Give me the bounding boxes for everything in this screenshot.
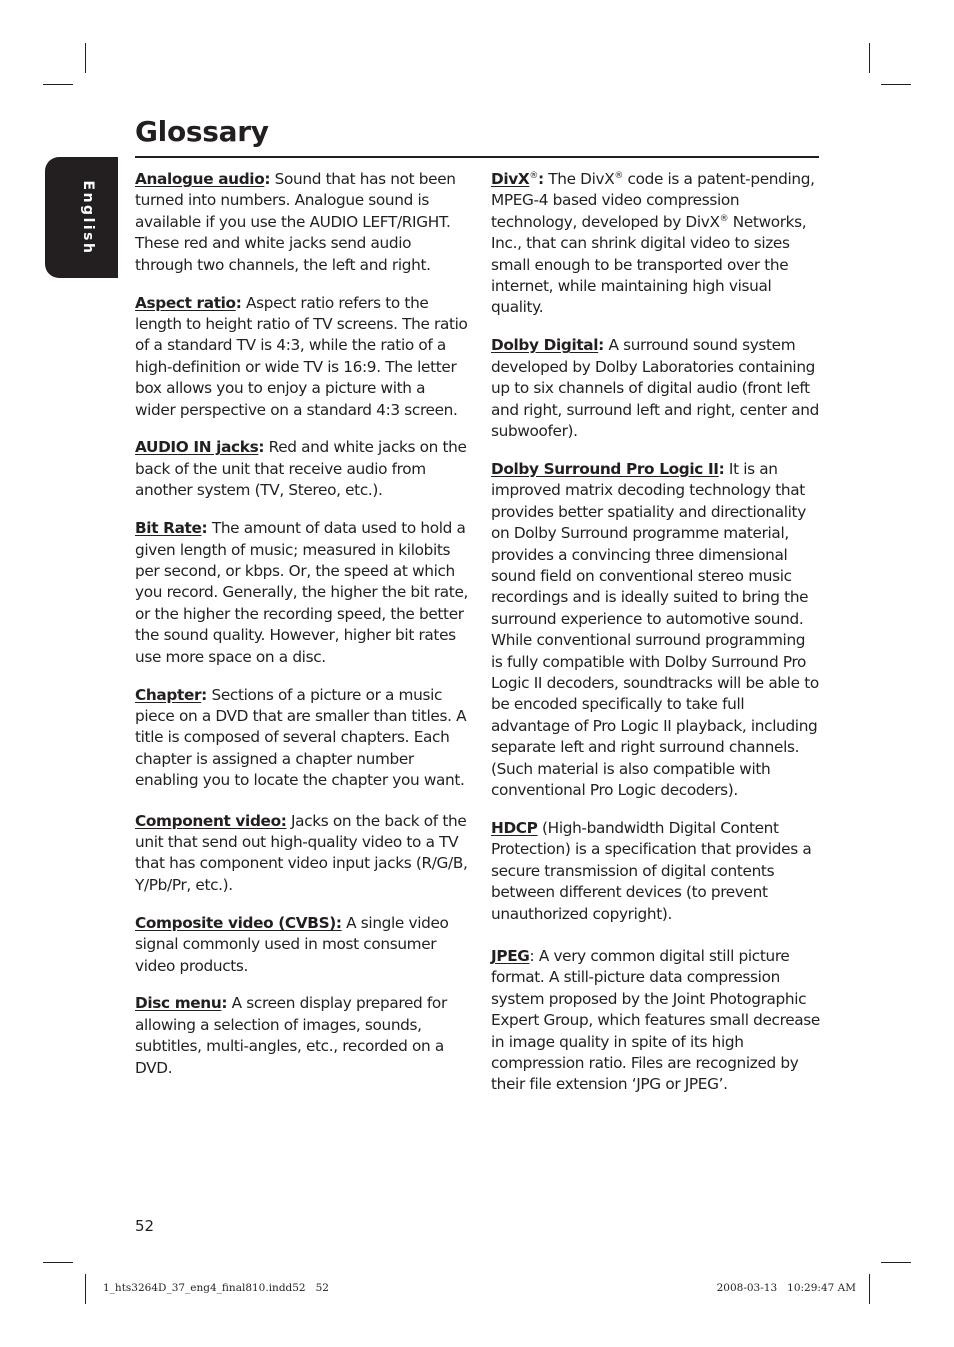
glossary-entry bbox=[491, 818, 821, 925]
glossary-term: DivX bbox=[491, 170, 530, 188]
crop-mark bbox=[85, 1274, 86, 1304]
crop-mark bbox=[881, 84, 911, 85]
glossary-definition: Sound that has not been turned into numbers. Analogue sound is available if you use the AUDIO LEFT/RIGHT. These red and white jacks send audio through two channels, the left and right. bbox=[135, 170, 456, 274]
glossary-left-column bbox=[135, 169, 469, 1079]
glossary-definition: Sections of a picture or a music piece on a DVD that are smaller than titles. A title is composed of several chapters. Each chapter is assigned a chapter number enabling you to locate the chapter you want. bbox=[135, 685, 467, 790]
title-divider bbox=[135, 156, 819, 158]
glossary-term: Dolby Surround Pro Logic II bbox=[491, 459, 719, 478]
glossary-term: JPEG bbox=[491, 946, 530, 965]
glossary-definition: A very common digital still picture format. A still-picture data compression system proposed by the Joint Photographic Expert Group, which features small decrease in image quality in spite of its high compression ratio. Files are recognized by their file extension ‘JPG or JPEG’. bbox=[491, 946, 820, 1094]
glossary-term: HDCP bbox=[491, 818, 538, 837]
glossary-entry: Chapter: Sections of a picture or a music piece on a DVD that are smaller than titles. A title is composed of several chapters. Each chapter is assigned a chapter number enabling you to locate the chapter you want. bbox=[135, 685, 467, 790]
language-tab-label: English bbox=[80, 180, 96, 256]
glossary-term: Aspect ratio bbox=[135, 293, 236, 312]
glossary-definition: The amount of data used to hold a given length of music; measured in kilobits per second, or kbps. Or, the speed at which you record. Generally, the higher the bit rate, or the higher the recording speed, the better the sound quality. However, higher bit rates use more space on a disc. bbox=[135, 519, 469, 666]
glossary-term: AUDIO IN jacks bbox=[135, 438, 259, 457]
glossary-term: Bit Rate bbox=[135, 519, 202, 538]
glossary-definition: code is a patent-pending, MPEG-4 based video compression technology, developed by DivX bbox=[491, 170, 815, 231]
crop-mark bbox=[881, 1262, 911, 1263]
glossary-definition: A screen display prepared for allowing a selection of images, sounds, subtitles, multi-angles, etc., recorded on a DVD. bbox=[135, 994, 447, 1077]
glossary-definition: A surround sound system developed by Dolby Laboratories containing up to six channels of digital audio (front left and right, surround left and right, center and subwoofer). bbox=[491, 336, 819, 440]
crop-mark bbox=[43, 1262, 73, 1263]
crop-mark bbox=[85, 43, 86, 73]
glossary-definition: It is an improved matrix decoding technology that provides better spatiality and directionality on Dolby Surround programme material, provides a convincing three dimensional sound field on conventional stereo music recordings and is ideally suited to bring the surround experience to automotive sound. While conventional surround programming is fully compatible with Dolby Surround Pro Logic II decoders, soundtracks will be able to be encoded specifically to take full advantage of Pro Logic II playback, including separate left and right surround channels. (Such material is also compatible with conventional Pro Logic decoders). bbox=[491, 459, 819, 799]
footer-timestamp: 2008-03-13 10:29:47 AM bbox=[716, 1282, 856, 1294]
glossary-term: Composite video (CVBS): bbox=[135, 913, 342, 932]
glossary-term: Dolby Digital bbox=[491, 336, 599, 355]
glossary-term: Analogue audio bbox=[135, 170, 265, 188]
glossary-term: Chapter bbox=[135, 685, 202, 704]
language-tab bbox=[45, 157, 118, 278]
glossary-definition: A single video signal commonly used in most consumer video products. bbox=[135, 913, 449, 975]
glossary-definition: Jacks on the back of the unit that send out high-quality video to a TV that has component video input jacks (R/G/B, Y/Pb/Pr, etc.). bbox=[135, 811, 468, 894]
glossary-entry: Aspect ratio: Aspect ratio refers to the length to height ratio of TV screens. The ratio of a standard TV is 4:3, while the ratio of a high-definition or wide TV is 16:9. The letter box allows you to enjoy a picture with a wider perspective on a standard 4:3 screen. bbox=[135, 293, 468, 419]
glossary-right-column bbox=[491, 169, 821, 1096]
crop-mark bbox=[869, 1274, 870, 1304]
glossary-entry: Analogue audio: Sound that has not been turned into numbers. Analogue sound is available if you use the AUDIO LEFT/RIGHT. These red and white jacks send audio through two channels, the left and right. bbox=[135, 170, 456, 274]
glossary-entry bbox=[135, 913, 469, 977]
footer-filename: 1_hts3264D_37_eng4_final810.indd52 52 bbox=[103, 1282, 329, 1294]
registered-mark: ® bbox=[719, 213, 729, 224]
registered-mark: ® bbox=[614, 170, 623, 181]
crop-mark bbox=[869, 43, 870, 73]
glossary-definition: Aspect ratio refers to the length to height ratio of TV screens. The ratio of a standard TV is 4:3, while the ratio of a high-definition or wide TV is 16:9. The letter box allows you to enjoy a picture with a wider perspective on a standard 4:3 screen. bbox=[135, 293, 468, 419]
glossary-definition: Red and white jacks on the back of the unit that receive audio from another system (TV, Stereo, etc.). bbox=[135, 438, 467, 500]
registered-mark: ® bbox=[529, 170, 538, 181]
glossary-entry: DivX®: The DivX® code is a patent-pending, MPEG-4 based video compression technology, developed by DivX® Networks, Inc., that can shrink digital video to sizes small enough to be transported over the internet, while maintaining high visual quality. bbox=[491, 170, 815, 317]
glossary-definition: (High-bandwidth Digital Content Protection) is a specification that provides a secure transmission of digital contents between different devices (to prevent unauthorized copyright). bbox=[491, 818, 812, 923]
glossary-entry: Dolby Surround Pro Logic II: It is an improved matrix decoding technology that provides better spatiality and directionality on Dolby Surround programme material, provides a convincing three dimensional sound field on conventional stereo music recordings and is ideally suited to bring the surround experience to automotive sound. While conventional surround programming is fully compatible with Dolby Surround Pro Logic II decoders, soundtracks will be able to be encoded specifically to take full advantage of Pro Logic II playback, including separate left and right surround channels. (Such material is also compatible with conventional Pro Logic decoders). bbox=[491, 459, 819, 799]
crop-mark bbox=[43, 84, 73, 85]
glossary-definition: Networks, Inc., that can shrink digital video to sizes small enough to be transported over the internet, while maintaining high visual quality. bbox=[491, 212, 807, 317]
glossary-entry: Disc menu: A screen display prepared for allowing a selection of images, sounds, subtitles, multi-angles, etc., recorded on a DVD. bbox=[135, 994, 447, 1077]
glossary-entry: Dolby Digital: A surround sound system developed by Dolby Laboratories containing up to six channels of digital audio (front left and right, surround left and right, center and subwoofer). bbox=[491, 336, 819, 440]
page-title: Glossary bbox=[135, 115, 269, 148]
glossary-entry bbox=[135, 811, 469, 897]
glossary-entry: Bit Rate: The amount of data used to hold a given length of music; measured in kilobits per second, or kbps. Or, the speed at which you record. Generally, the higher the bit rate, or the higher the recording speed, the better the sound quality. However, higher bit rates use more space on a disc. bbox=[135, 519, 469, 666]
glossary-entry: AUDIO IN jacks: Red and white jacks on the back of the unit that receive audio from another system (TV, Stereo, etc.). bbox=[135, 438, 467, 500]
glossary-term: Disc menu bbox=[135, 994, 222, 1013]
glossary-term: Component video: bbox=[135, 811, 287, 830]
glossary-definition: The DivX bbox=[543, 170, 615, 188]
glossary-entry: JPEG: A very common digital still picture format. A still-picture data compression system proposed by the Joint Photographic Expert Group, which features small decrease in image quality in spite of its high compression ratio. Files are recognized by their file extension ‘JPG or JPEG’. bbox=[491, 946, 820, 1094]
page-number: 52 bbox=[135, 1217, 155, 1235]
